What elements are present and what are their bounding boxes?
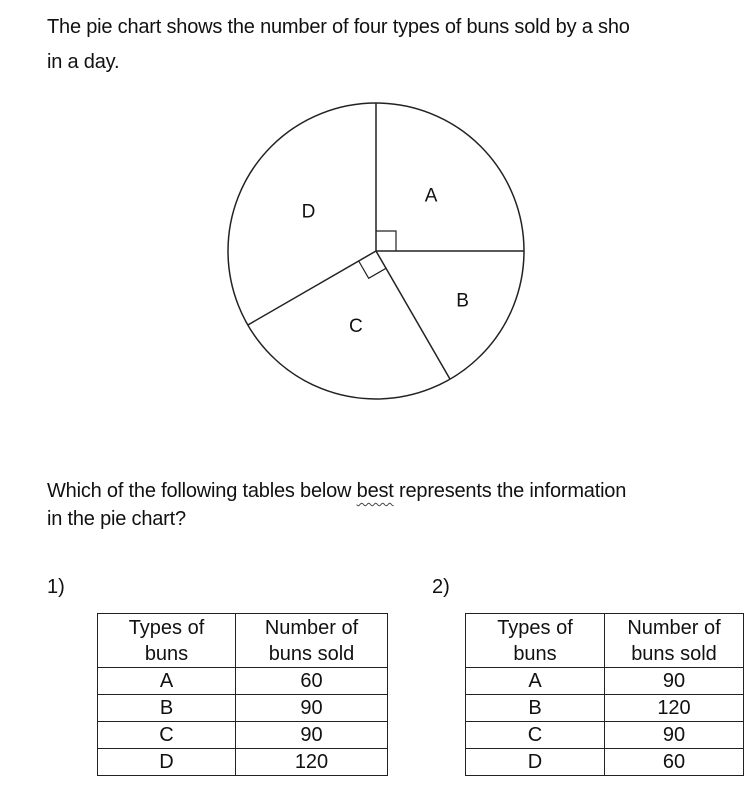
- cell-count: 60: [605, 749, 744, 776]
- option-1-table: [97, 613, 388, 776]
- cell-type: B: [98, 695, 236, 722]
- right-angle-mark-c: [359, 261, 386, 278]
- cell-type: A: [466, 668, 605, 695]
- cell-type: A: [98, 668, 236, 695]
- question-after: represents the information: [393, 480, 627, 502]
- cell-count: 60: [236, 668, 388, 695]
- question-line-1: [47, 480, 626, 503]
- cell-type: D: [98, 749, 236, 776]
- intro-line-2: in a day.: [47, 51, 120, 73]
- slice-label-a: A: [424, 185, 438, 207]
- intro-line-1: The pie chart shows the number of four types of buns sold by a sho: [47, 16, 630, 38]
- pie-radius-c: [376, 251, 450, 379]
- cell-type: D: [466, 749, 605, 776]
- question-before: Which of the following tables below: [47, 480, 357, 502]
- question-emphasis: best: [356, 480, 394, 502]
- slice-label-d: D: [301, 201, 316, 223]
- table-row: [466, 695, 744, 722]
- table-row: [98, 668, 388, 695]
- slice-label-b: B: [456, 290, 469, 312]
- table-row: [466, 668, 744, 695]
- header-number-sold: Number of buns sold: [605, 614, 744, 668]
- cell-count: 90: [605, 668, 744, 695]
- cell-count: 90: [236, 695, 388, 722]
- table-row: [98, 722, 388, 749]
- cell-type: C: [98, 722, 236, 749]
- cell-type: B: [466, 695, 605, 722]
- pie-radius-d: [248, 251, 376, 325]
- table-row: [466, 722, 744, 749]
- header-types: Types of buns: [98, 614, 236, 668]
- table-header-row: [98, 614, 388, 668]
- slice-label-c: C: [348, 315, 363, 337]
- option-2-table: [465, 613, 744, 776]
- cell-type: C: [466, 722, 605, 749]
- table-row: [98, 749, 388, 776]
- cell-count: 120: [236, 749, 388, 776]
- header-number-sold: Number of buns sold: [236, 614, 388, 668]
- table-row: [466, 749, 744, 776]
- header-types: Types of buns: [466, 614, 605, 668]
- table-header-row: [466, 614, 744, 668]
- cell-count: 90: [605, 722, 744, 749]
- question-line-2: in the pie chart?: [47, 508, 186, 530]
- option-1-number: 1): [47, 576, 65, 598]
- cell-count: 120: [605, 695, 744, 722]
- cell-count: 90: [236, 722, 388, 749]
- table-row: [98, 695, 388, 722]
- right-angle-mark-a: [376, 231, 396, 251]
- option-2-number: 2): [432, 576, 450, 598]
